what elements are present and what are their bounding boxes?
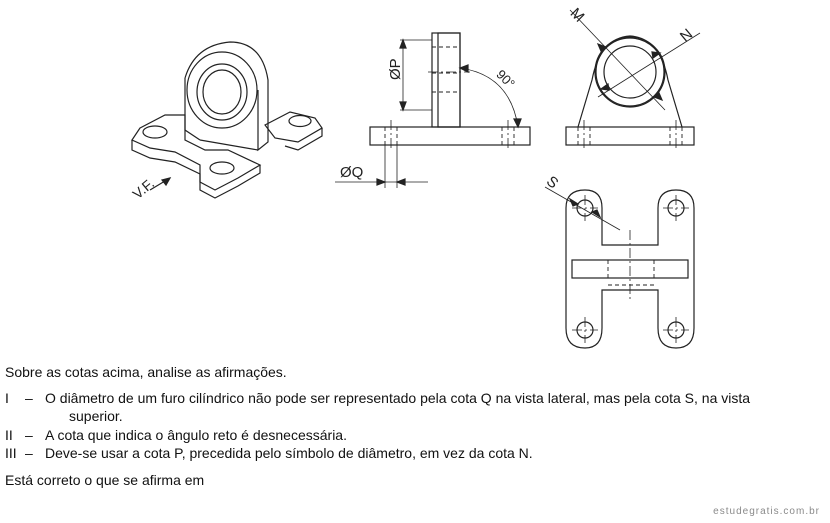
statement-text-continued: superior. <box>69 408 123 424</box>
question-prompt: Está correto o que se afirma em <box>5 472 205 488</box>
label-angle: 90° <box>493 66 518 92</box>
statement-dash: – <box>25 445 33 461</box>
top-view <box>545 187 694 348</box>
watermark: estudegratis.com.br <box>713 506 820 517</box>
statement-text: A cota que indica o ângulo reto é desnecessária. <box>45 427 347 443</box>
isometric-view <box>132 42 322 198</box>
label-q: ØQ <box>340 164 364 181</box>
question-intro: Sobre as cotas acima, analise as afirmações. <box>5 364 287 380</box>
statement-text: O diâmetro de um furo cilíndrico não pode ser representado pela cota Q na vista lateral, mas pela cota S, na vista <box>45 390 751 406</box>
statement-number: II <box>5 427 13 443</box>
label-p: ØP <box>387 58 404 80</box>
statement-text: Deve-se usar a cota P, precedida pelo símbolo de diâmetro, em vez da cota N. <box>45 445 533 461</box>
statement-dash: – <box>25 427 33 443</box>
statement-number: III <box>5 445 17 461</box>
statement-number: I <box>5 390 9 406</box>
statement-item-1 <box>5 390 830 426</box>
label-n: N <box>676 25 697 46</box>
side-view <box>335 33 530 188</box>
label-vf: V.F. <box>129 175 158 203</box>
label-s: S <box>542 172 562 193</box>
statement-item-3 <box>5 445 830 463</box>
label-m: M <box>566 4 588 26</box>
statement-item-2 <box>5 427 830 445</box>
statement-dash: – <box>25 390 33 406</box>
